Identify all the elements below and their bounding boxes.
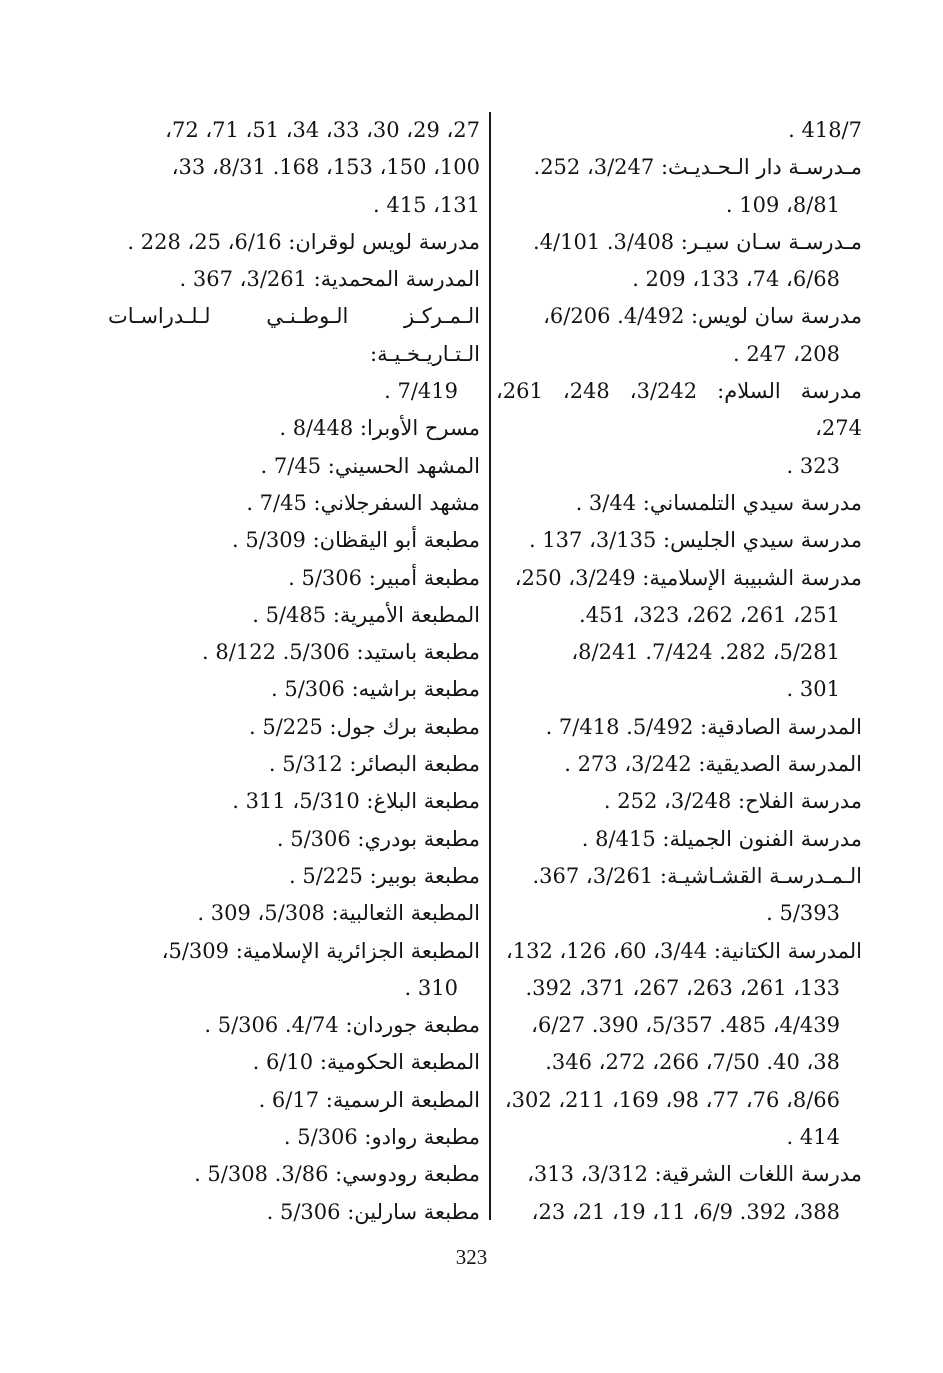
index-entry-continuation: 251، 261، 262، 323، 451. <box>579 602 840 627</box>
index-entry-text: مطبعة بودري: 5/306 . <box>276 826 480 851</box>
index-entry-text: مطبعة براشيه: 5/306 . <box>271 677 480 702</box>
index-entry-continuation: 388، 392. 6/9، 11، 19، 21، 23، <box>531 1199 840 1224</box>
index-entry-continuation: 301 . <box>786 677 840 702</box>
index-entry-text: المدرسة المحمدية: 3/261، 367 . <box>179 267 480 292</box>
index-entry <box>108 1007 480 1044</box>
index-entry <box>496 709 862 746</box>
index-entry-text: مدرسة الشبيبة الإسلامية: 3/249، 250، <box>514 565 862 590</box>
index-entry-text: مطبعة روادو: 5/306 . <box>283 1125 480 1150</box>
index-entry-continuation: 8/81، 109 . <box>725 192 840 217</box>
index-entry <box>496 783 862 820</box>
index-entry <box>108 522 480 559</box>
index-entry <box>108 485 480 522</box>
index-entry-text: مطبعة سارلين: 5/306 . <box>266 1199 480 1224</box>
index-entry <box>108 783 480 820</box>
index-entry <box>108 448 480 485</box>
index-entry-text: مطبعة رودوسي: 3/86. 5/308 . <box>194 1162 480 1187</box>
index-entry-text: مطبعة البصائر: 5/312 . <box>268 752 480 777</box>
index-entry-text: مطبعة أبو اليقظان: 5/309 . <box>232 528 480 553</box>
index-entry-text: المطبعة الحكومية: 6/10 . <box>252 1050 480 1075</box>
index-entry <box>108 410 480 447</box>
index-entry-text: مدرسة السلام: 3/242، 248، 261، 274، <box>496 379 863 441</box>
index-entry-text: مشهد السفرجلاني: 7/45 . <box>246 490 480 515</box>
index-entry-continuation: 310 . <box>404 975 458 1000</box>
index-entry-text: مدرسة سيدي الجليس: 3/135، 137 . <box>528 528 862 553</box>
index-entry <box>108 1194 480 1231</box>
index-entry-continuation: 323 . <box>786 453 840 478</box>
index-entry <box>108 298 480 410</box>
index-entry <box>496 933 862 1157</box>
index-entry <box>108 746 480 783</box>
index-entry-continuation: 414 . <box>786 1125 840 1150</box>
index-entry <box>496 522 862 559</box>
index-entry-text: المطبعة الثعالبية: 5/308، 309 . <box>197 901 480 926</box>
index-entry <box>108 149 480 186</box>
index-entry <box>496 298 862 373</box>
index-entry-text: مطبعة بوبير: 5/225 . <box>289 863 480 888</box>
index-entry-text: مـدرسـة سـان سيـر: 3/408. 4/101. <box>532 229 862 254</box>
index-entry <box>496 149 862 224</box>
index-entry-continuation: 4/439، 485. 5/357، 390. 6/27، <box>531 1013 840 1038</box>
page-number: 323 <box>455 1245 488 1269</box>
index-entry-continuation: 6/68، 74، 133، 209 . <box>632 267 840 292</box>
index-entry <box>108 1119 480 1156</box>
index-entry-text: مطبعة برك جول: 5/225 . <box>248 714 480 739</box>
index-entry <box>496 858 862 933</box>
index-entry <box>108 634 480 671</box>
index-entry-text: المطبعة الجزائرية الإسلامية: 5/309، <box>161 938 480 963</box>
index-entry <box>108 821 480 858</box>
index-entry <box>496 224 862 299</box>
index-entry-continuation: 8/66، 76، 77، 98، 169، 211، 302، <box>504 1087 840 1112</box>
index-entry <box>108 187 480 224</box>
index-entry-continuation: 133، 261، 263، 267، 371، 392. <box>525 975 840 1000</box>
index-entry-text: 100، 150، 153، 168. 8/31، 33، <box>171 155 480 180</box>
index-entry-continuation: 38، 40. 7/50، 266، 272، 346. <box>545 1050 840 1075</box>
index-entry <box>108 858 480 895</box>
index-entry-text: المدرسة الكتانية: 3/44، 60، 126، 132، <box>505 938 862 963</box>
index-entry <box>496 373 862 485</box>
index-entry-text: المشهد الحسيني: 7/45 . <box>260 453 480 478</box>
index-entry-text: مطبعة أمبير: 5/306 . <box>288 565 480 590</box>
index-entry-text: المدرسة الصادقية: 5/492. 7/418 . <box>545 714 862 739</box>
index-entry-text: مدرسة لويس لوقران: 6/16، 25، 228 . <box>127 229 480 254</box>
index-entry <box>108 112 480 149</box>
index-entry <box>108 1156 480 1193</box>
index-entry-continuation: 208، 247 . <box>733 341 840 366</box>
index-column-left <box>108 112 480 1231</box>
index-entry <box>496 746 862 783</box>
index-entry <box>496 821 862 858</box>
index-entry <box>108 895 480 932</box>
index-entry <box>108 933 480 1008</box>
index-entry-text: مدرسة الفلاح: 3/248، 252 . <box>603 789 862 814</box>
index-entry-continuation: 7/419 . <box>384 379 458 404</box>
index-entry-text: مـدرسـة دار الـحـديـث: 3/247، 252. <box>533 155 862 180</box>
index-entry-text: مدرسة الفنون الجميلة: 8/415 . <box>581 826 862 851</box>
index-entry <box>108 709 480 746</box>
index-entry-text: مسرح الأوبرا: 8/448 . <box>279 416 480 441</box>
index-entry <box>108 261 480 298</box>
index-entry-continuation: 5/281، 282. 7/424. 8/241، <box>571 640 840 665</box>
index-entry-text: المطبعة الأميرية: 5/485 . <box>252 602 480 627</box>
index-entry <box>496 485 862 522</box>
index-entry-text: 131، 415 . <box>373 192 480 217</box>
index-entry-text: 418/7 . <box>788 118 862 142</box>
index-entry-text: مطبعة باستيد: 5/306. 8/122 . <box>202 640 480 665</box>
index-entry-text: مدرسة سان لويس: 4/492. 6/206، <box>543 304 862 329</box>
index-entry <box>108 560 480 597</box>
index-entry-text: مطبعة جوردان: 4/74. 5/306 . <box>204 1013 480 1038</box>
index-entry <box>108 1044 480 1081</box>
index-entry-text: الـمـدرسـة القشـاشيـة: 3/261، 367. <box>532 863 862 888</box>
index-entry-text: 27، 29، 30، 33، 34، 51، 71، 72، <box>165 118 480 142</box>
index-entry <box>108 224 480 261</box>
index-entry <box>108 597 480 634</box>
index-entry <box>496 112 862 149</box>
index-entry <box>108 671 480 708</box>
index-entry-text: المدرسة الصديقية: 3/242، 273 . <box>564 752 862 777</box>
index-entry <box>496 560 862 709</box>
index-entry <box>108 1082 480 1119</box>
index-entry-text: مطبعة البلاغ: 5/310، 311 . <box>232 789 480 814</box>
index-entry-text: الـمـركـز الـوطـنـي لـلـدراسـات الـتـاريـخـيـة: <box>108 304 480 366</box>
index-entry <box>496 1156 862 1231</box>
index-entry-continuation: 5/393 . <box>766 901 840 926</box>
index-entry-text: المطبعة الرسمية: 6/17 . <box>258 1087 480 1112</box>
index-entry-text: مدرسة سيدي التلمساني: 3/44 . <box>575 490 862 515</box>
column-divider <box>489 112 491 1220</box>
index-entry-text: مدرسة اللغات الشرقية: 3/312، 313، <box>527 1162 862 1187</box>
index-column-right <box>496 112 862 1231</box>
